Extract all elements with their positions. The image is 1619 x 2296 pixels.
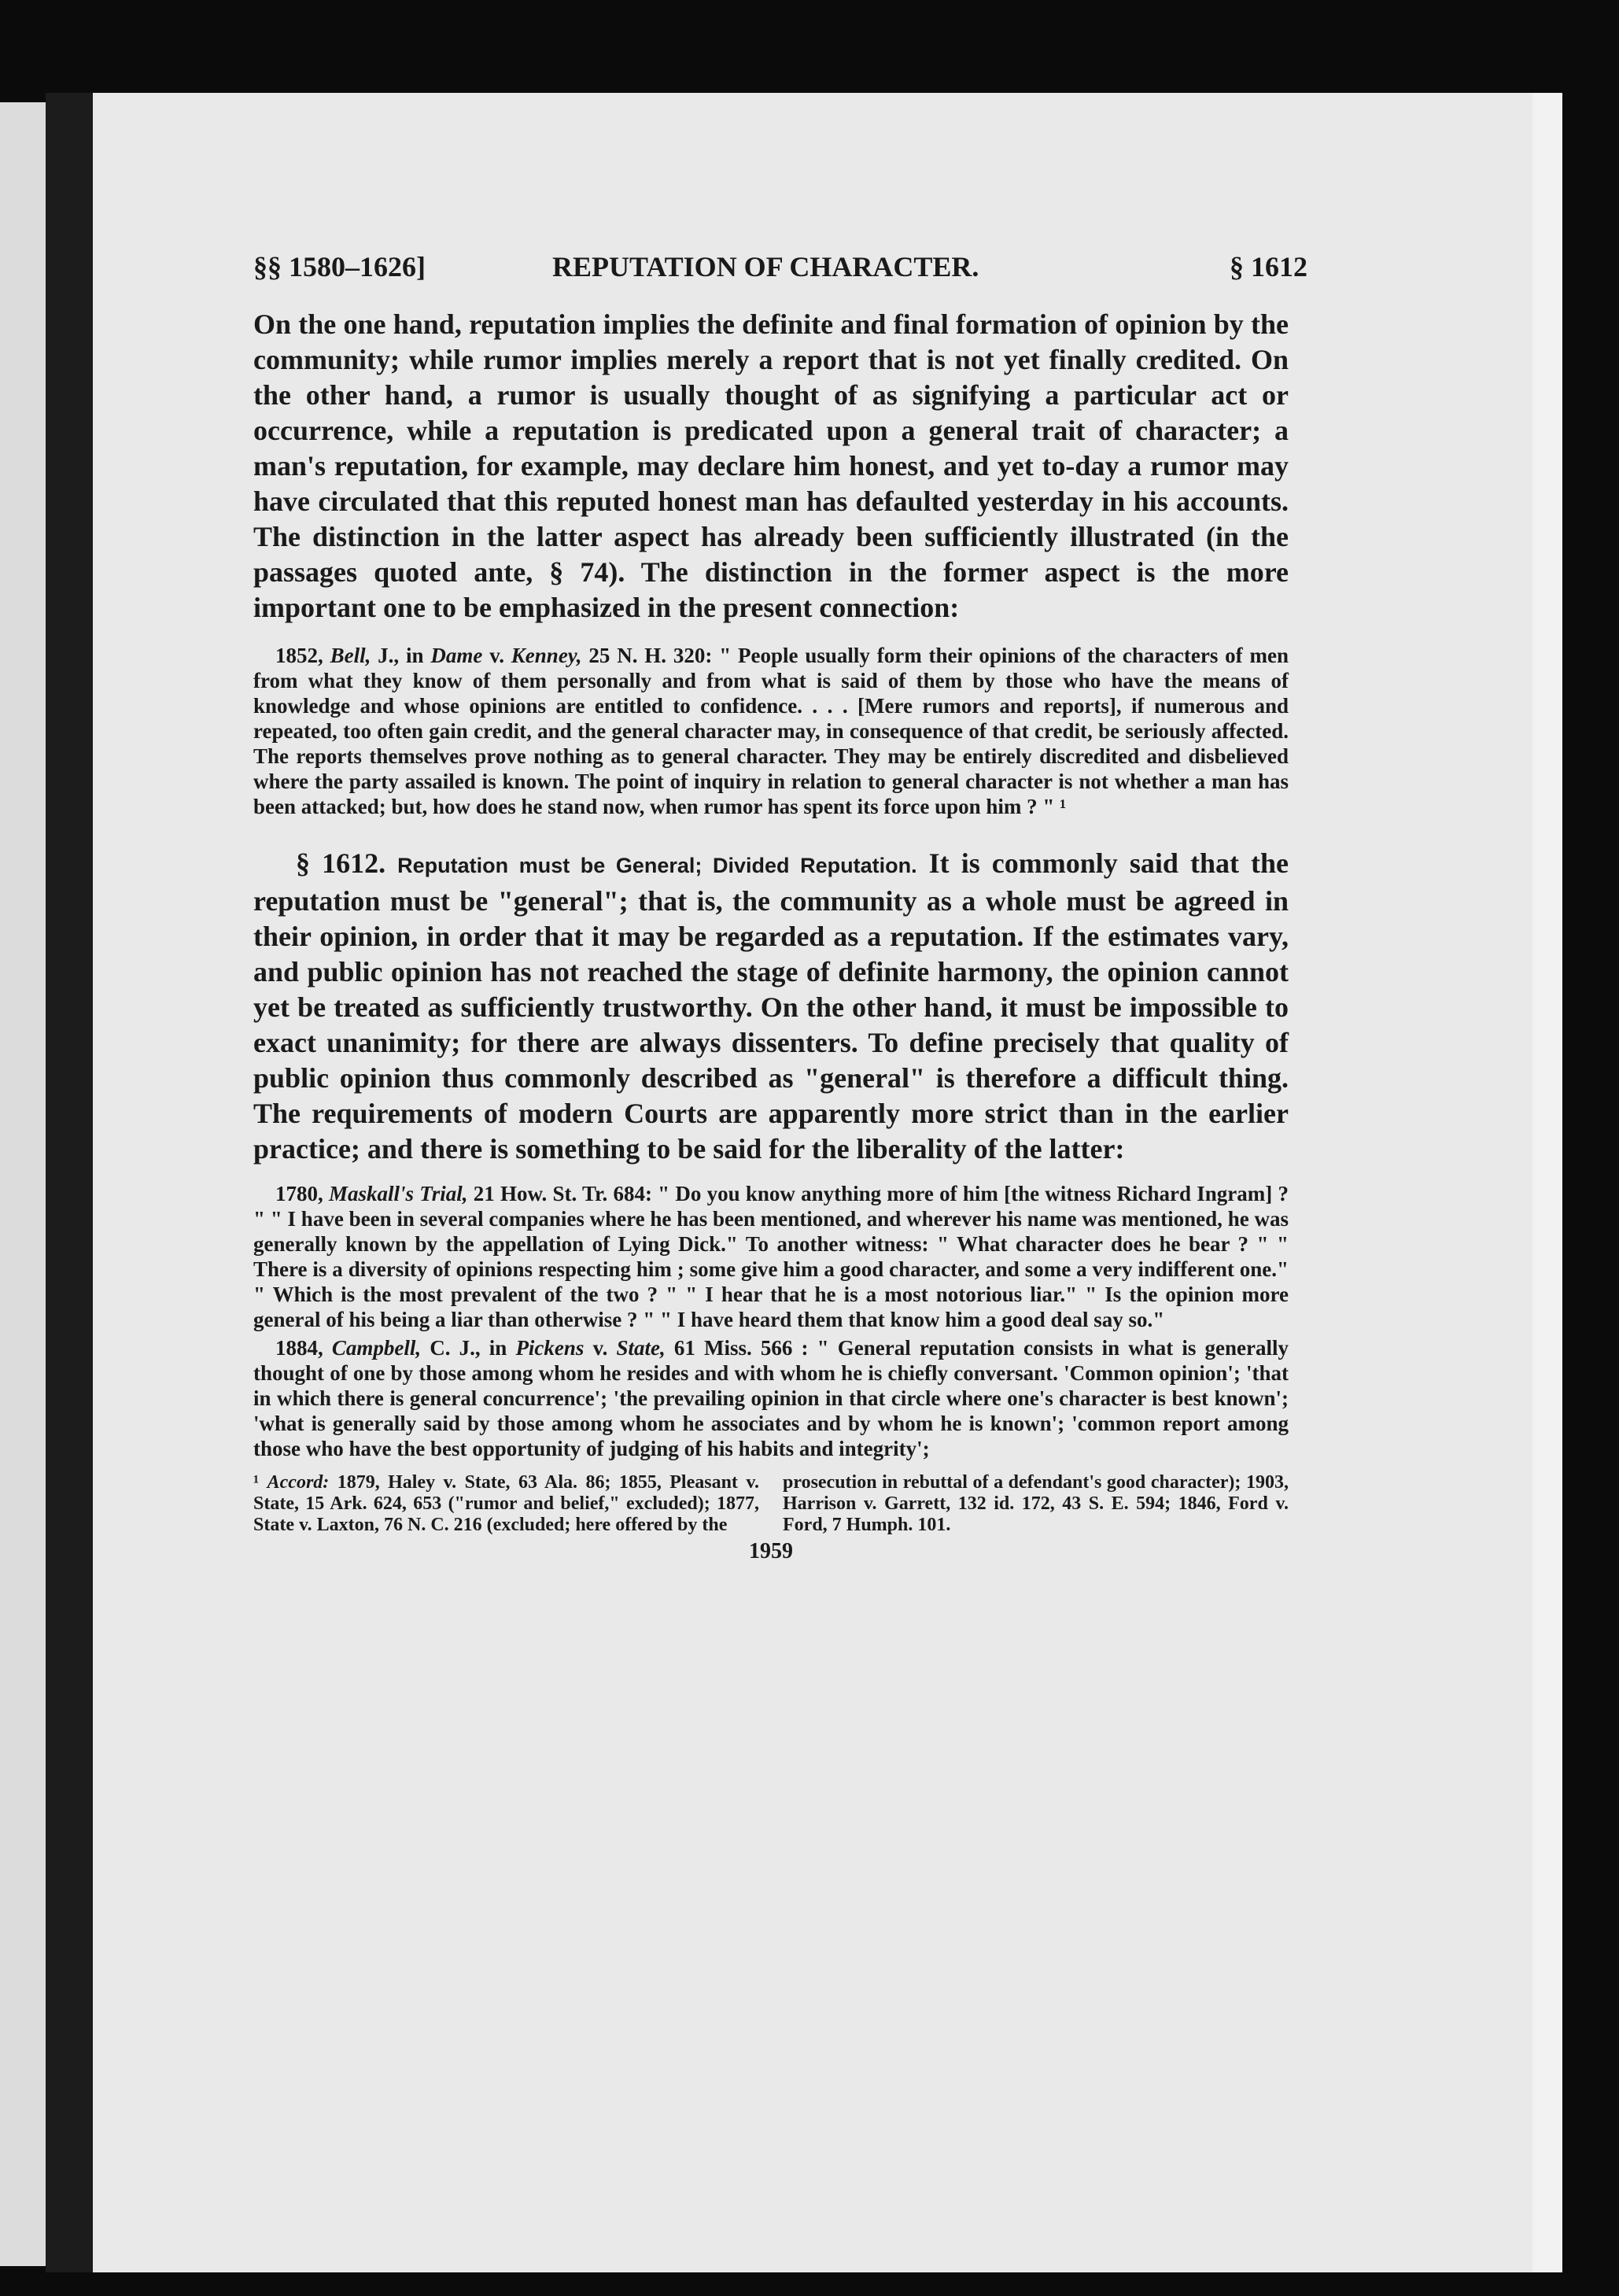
quote-year: 1780, bbox=[275, 1182, 323, 1205]
quote-text: 61 Miss. 566 : " General reputation consists in what is generally thought of one by those among whom he resides and with whom he is chiefly conversant. 'Common opinion'; 'that in which there is general concurrence'; 'the prevailing opinion in that circle where one's character is best known'; 'what is generally said by those among whom he associates and by whom he is known'; 'common report among those who have the best opportunity of judging of his habits and integrity'; bbox=[253, 1336, 1289, 1460]
quote-judge-suffix: J., in bbox=[371, 644, 431, 667]
quote-text: 21 How. St. Tr. 684: " Do you know anything more of him [the witness Richard Ingram] ? " " I have been in several companies where he has been mentioned, and wherever his name was mentioned, he was generally known by the appellation of Lying Dick." To another witness: " What character does he bear ? " " There is a diversity of opinions respecting him ; some give him a good character, and some a very indifferent one." " Which is the most prevalent of the two ? " " I hear that he is a most notorious liar." " Is the opinion more general of his being a liar than otherwise ? " " I have heard them that know him a good deal say so." bbox=[253, 1182, 1289, 1331]
section-1612 bbox=[253, 846, 1289, 1167]
adjacent-page-edge bbox=[0, 102, 46, 2266]
footnote-marker: ¹ bbox=[253, 1472, 260, 1493]
footnote-left-text: 1879, Haley v. State, 63 Ala. 86; 1855, Pleasant v. State, 15 Ark. 624, 653 ("rumor and belief," excluded); 1877, State v. Laxton, 76 N. C. 216 (excluded; here offered by the bbox=[253, 1472, 760, 1535]
quote-case: Dame bbox=[430, 644, 483, 667]
quote-case-v: v. bbox=[584, 1336, 617, 1360]
quote-case-v: v. bbox=[482, 644, 511, 667]
quote-year: 1884, bbox=[275, 1336, 323, 1360]
footnote-right: prosecution in rebuttal of a defendant's good character); 1903, Harrison v. Garrett, 132 id. 172, 43 S. E. 594; 1846, Ford v. Ford, 7 Humph. 101. bbox=[783, 1472, 1289, 1535]
header-section-number: § 1612 bbox=[1230, 251, 1307, 282]
paragraph-intro: On the one hand, reputation implies the definite and final formation of opinion by the community; while rumor implies merely a report that is not yet finally credited. On the other hand, a rumor is usually thought of as signifying a particular act or occurrence, while a reputation is predicated upon a general trait of character; a man's reputation, for example, may declare him honest, and yet to-day a rumor may have circulated that this reputed honest man has defaulted yesterday in his accounts. The distinction in the latter aspect has already been sufficiently illustrated (in the passages quoted ante, § 74). The distinction in the former aspect is the more important one to be emphasized in the present connection: bbox=[253, 308, 1289, 623]
quote-judge-suffix: C. J., in bbox=[421, 1336, 516, 1360]
section-title: Reputation must be General; Divided Reputation. bbox=[397, 854, 917, 877]
running-header bbox=[253, 250, 1307, 290]
page-number: 1959 bbox=[749, 1539, 793, 1563]
quote-case2: Kenney, bbox=[511, 644, 582, 667]
footnote-accord: Accord: bbox=[267, 1472, 330, 1493]
book-gutter bbox=[46, 93, 93, 2272]
quote-case2: State, bbox=[616, 1336, 666, 1360]
section-text: It is commonly said that the reputation must be "general"; that is, the community as a whole must be agreed in their opinion, in order that it may be regarded as a reputation. If the estimates vary, and public opinion has not reached the stage of definite harmony, the opinion cannot yet be treated as sufficiently trustworthy. On the other hand, it must be impossible to exact unanimity; for there are always dissenters. To define precisely that quality of public opinion thus commonly described as "general" is therefore a difficult thing. The requirements of modern Courts are apparently more strict than in the earlier practice; and there is something to be said for the liberality of the latter: bbox=[253, 847, 1289, 1165]
quote-judge: Bell, bbox=[330, 644, 371, 667]
header-section-range: §§ 1580–1626] bbox=[253, 251, 426, 282]
quote-dame-v-kenney bbox=[253, 643, 1289, 819]
page-content bbox=[253, 307, 1289, 1564]
footnotes bbox=[253, 1472, 1289, 1536]
section-number: § 1612. bbox=[296, 847, 386, 879]
quote-year: 1852, bbox=[275, 644, 323, 667]
footnote-left bbox=[253, 1472, 759, 1536]
quote-pickens-v-state bbox=[253, 1335, 1289, 1461]
quote-text: 25 N. H. 320: " People usually form their opinions of the characters of men from what they know of them personally and from what is said of them by those who have the means of knowledge and whose opinions are entitled to confidence. . . . [Mere rumors and reports], if numerous and repeated, too often gain credit, and the general character may, in consequence of that credit, be seriously affected. The reports themselves prove nothing as to general character. They may be entirely discredited and disbelieved where the party assailed is known. The point of inquiry in relation to general character is not whether a man has been attacked; but, how does he stand now, when rumor has spent its force upon him ? " ¹ bbox=[253, 644, 1289, 818]
quote-judge: Campbell, bbox=[331, 1336, 422, 1360]
header-title: REPUTATION OF CHARACTER. bbox=[552, 251, 979, 282]
quote-maskall bbox=[253, 1181, 1289, 1332]
quote-case: Pickens bbox=[515, 1336, 585, 1360]
page-edge bbox=[1532, 93, 1562, 2272]
quote-case: Maskall's Trial, bbox=[328, 1182, 468, 1205]
